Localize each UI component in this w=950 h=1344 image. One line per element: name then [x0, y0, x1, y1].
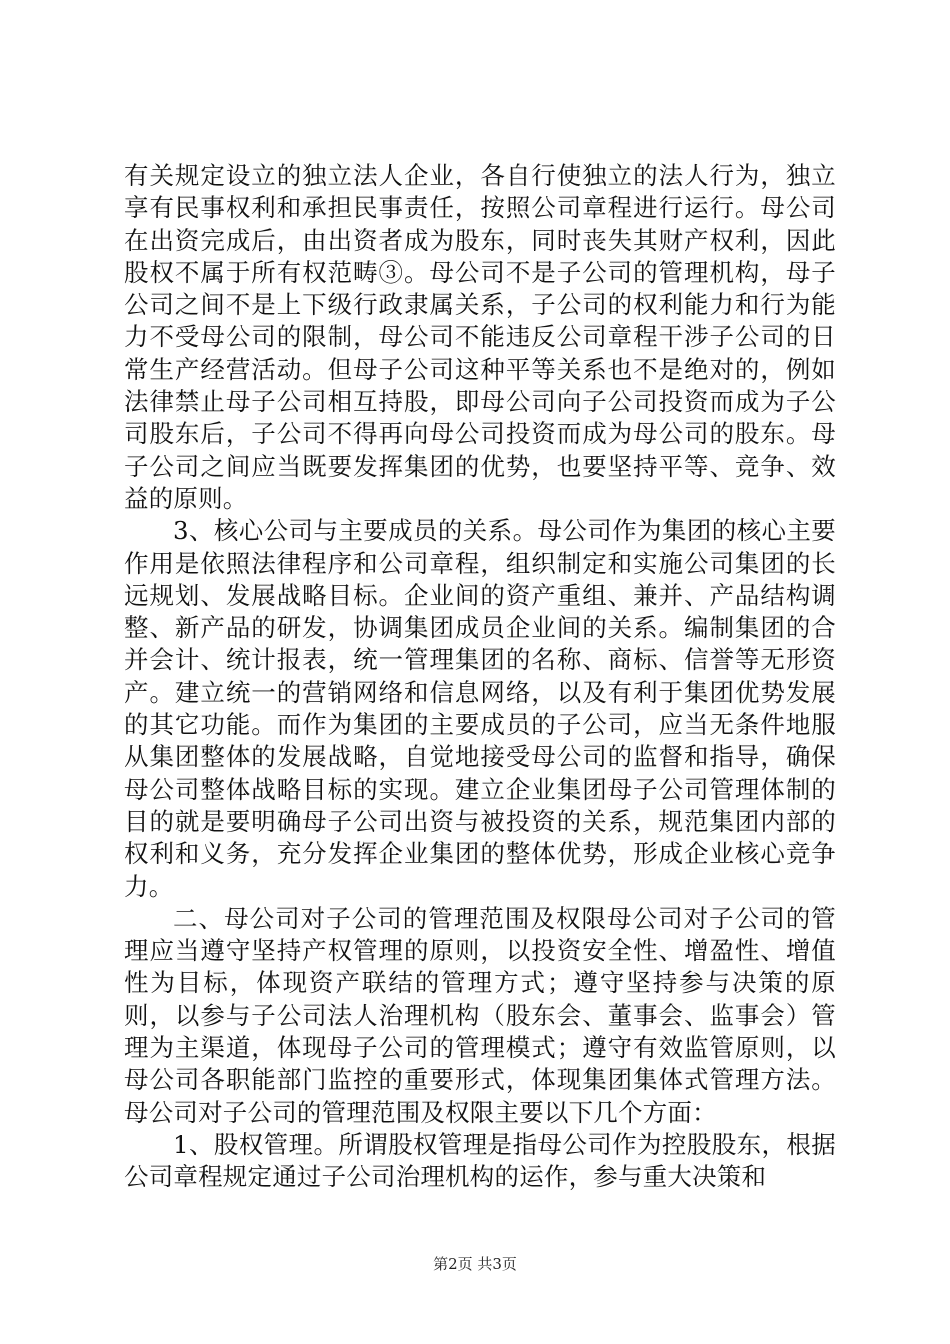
- paragraph-core-company-relations: 3、核心公司与主要成员的关系。母公司作为集团的核心主要作用是依照法律程序和公司章程，组织制定和实施公司集团的长远规划、发展战略目标。企业间的资产重组、兼并、产品结构调整、新产品的研发，协调集团成员企业间的关系。编制集团的合并会计、统计报表，统一管理集团的名称、商标、信誉等无形资产。建立统一的营销网络和信息网络，以及有利于集团优势发展的其它功能。而作为集团的主要成员的子公司，应当无条件地服从集团整体的发展战略，自觉地接受母公司的监督和指导，确保母公司整体战略目标的实现。建立企业集团母子公司管理体制的目的就是要明确母子公司出资与被投资的关系，规范集团内部的权利和义务，充分发挥企业集团的整体优势，形成企业核心竞争力。: [124, 516, 836, 901]
- paragraph-continuation: 有关规定设立的独立法人企业，各自行使独立的法人行为，独立享有民事权利和承担民事责任，按照公司章程进行运行。母公司在出资完成后，由出资者成为股东，同时丧失其财产权利，因此股权不属于所有权范畴③。母公司不是子公司的管理机构，母子公司之间不是上下级行政隶属关系，子公司的权利能力和行为能力不受母公司的限制，母公司不能违反公司章程干涉子公司的日常生产经营活动。但母子公司这种平等关系也不是绝对的，例如法律禁止母子公司相互持股，即母公司向子公司投资而成为子公司股东后，子公司不得再向母公司投资而成为母公司的股东。母子公司之间应当既要发挥集团的优势，也要坚持平等、竞争、效益的原则。: [124, 161, 836, 513]
- document-body: [124, 160, 836, 1194]
- paragraph-equity-management: 1、股权管理。所谓股权管理是指母公司作为控股股东，根据公司章程规定通过子公司治理机构的运作，参与重大决策和: [124, 1129, 836, 1192]
- page-number-footer: 第2页 共3页: [433, 1255, 517, 1273]
- paragraph-management-scope: 二、母公司对子公司的管理范围及权限母公司对子公司的管理应当遵守坚持产权管理的原则，以投资安全性、增盈性、增值性为目标，体现资产联结的管理方式；遵守坚持参与决策的原则，以参与子公司法人治理机构（股东会、董事会、监事会）管理为主渠道，体现母子公司的管理模式；遵守有效监管原则，以母公司各职能部门监控的重要形式，体现集团集体式管理方法。母公司对子公司的管理范围及权限主要以下几个方面：: [124, 903, 836, 1127]
